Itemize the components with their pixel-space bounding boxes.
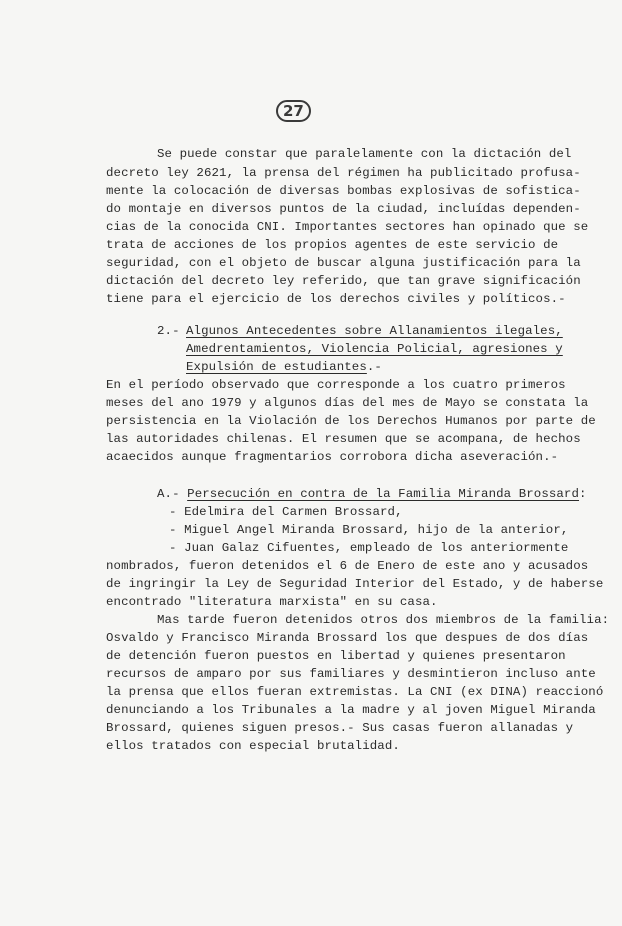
paragraph-1-line: Se puede constar que paralelamente con la dictación del xyxy=(157,147,572,161)
paragraph-2-line: las autoridades chilenas. El resumen que se acompana, de hechos xyxy=(106,432,581,446)
paragraph-2-line: En el período observado que corresponde a los cuatro primeros xyxy=(106,378,566,392)
section-2-title-line: Amedrentamientos, Violencia Policial, agresiones y xyxy=(186,342,563,356)
section-2-title-end: .- xyxy=(366,360,382,374)
paragraph-3-line: encontrado "literatura marxista" en su casa. xyxy=(106,595,438,609)
list-item: - Edelmira del Carmen Brossard, xyxy=(169,505,403,519)
paragraph-4-line: Osvaldo y Francisco Miranda Brossard los que despues de dos días xyxy=(106,631,589,645)
list-item: - Juan Galaz Cifuentes, empleado de los anteriormente xyxy=(169,541,569,555)
paragraph-3-line: nombrados, fueron detenidos el 6 de Enero de este ano y acusados xyxy=(106,559,589,573)
section-2-title-line: Expulsión de estudiantes xyxy=(186,360,367,374)
paragraph-4-line: de detención fueron puestos en libertad y quienes presentaron xyxy=(106,649,566,663)
paragraph-4-line: recursos de amparo por sus familiares y desmintieron incluso ante xyxy=(106,667,596,681)
paragraph-1-line: tiene para el ejercicio de los derechos civiles y políticos.- xyxy=(106,292,566,306)
paragraph-1-line: mente la colocación de diversas bombas explosivas de sofistica- xyxy=(106,184,581,198)
paragraph-1-line: dictación del decreto ley referido, que tan grave significación xyxy=(106,274,581,288)
section-2-number: 2.- xyxy=(157,324,180,338)
paragraph-1-line: do montaje en diversos puntos de la ciudad, incluídas dependen- xyxy=(106,202,581,216)
list-item: - Miguel Angel Miranda Brossard, hijo de la anterior, xyxy=(169,523,569,537)
paragraph-4-line: Mas tarde fueron detenidos otros dos miembros de la familia: xyxy=(157,613,610,627)
paragraph-1-line: seguridad, con el objeto de buscar alguna justificación para la xyxy=(106,256,581,270)
section-2-title-line: Algunos Antecedentes sobre Allanamientos ilegales, xyxy=(186,324,563,338)
paragraph-1-line: decreto ley 2621, la prensa del régimen ha publicitado profusa- xyxy=(106,166,581,180)
paragraph-1-line: trata de acciones de los propios agentes de este servicio de xyxy=(106,238,559,252)
section-a-title: Persecución en contra de la Familia Miranda Brossard xyxy=(187,487,580,501)
paragraph-4-line: Brossard, quienes siguen presos.- Sus casas fueron allanadas y xyxy=(106,721,574,735)
paragraph-4-line: ellos tratados con especial brutalidad. xyxy=(106,739,400,753)
paragraph-3-line: de ingringir la Ley de Seguridad Interior del Estado, y de haberse xyxy=(106,577,604,591)
paragraph-2-line: persistencia en la Violación de los Derechos Humanos por parte de xyxy=(106,414,596,428)
section-2-title-last xyxy=(186,359,382,376)
paragraph-4-line: denunciando a los Tribunales a la madre y al joven Miguel Miranda xyxy=(106,703,596,717)
section-a-title-end: : xyxy=(579,487,587,501)
paragraph-2-line: meses del ano 1979 y algunos días del mes de Mayo se constata la xyxy=(106,396,589,410)
page-number: 27 xyxy=(276,100,311,122)
paragraph-2-line: acaecidos aunque fragmentarios corrobora dicha aseveración.- xyxy=(106,450,559,464)
section-a-letter: A.- xyxy=(157,487,180,501)
paragraph-4-line: la prensa que ellos fueran extremistas. La CNI (ex DINA) reaccionó xyxy=(106,685,604,699)
section-a-heading xyxy=(157,486,587,503)
paragraph-1-line: cias de la conocida CNI. Importantes sectores han opinado que se xyxy=(106,220,589,234)
